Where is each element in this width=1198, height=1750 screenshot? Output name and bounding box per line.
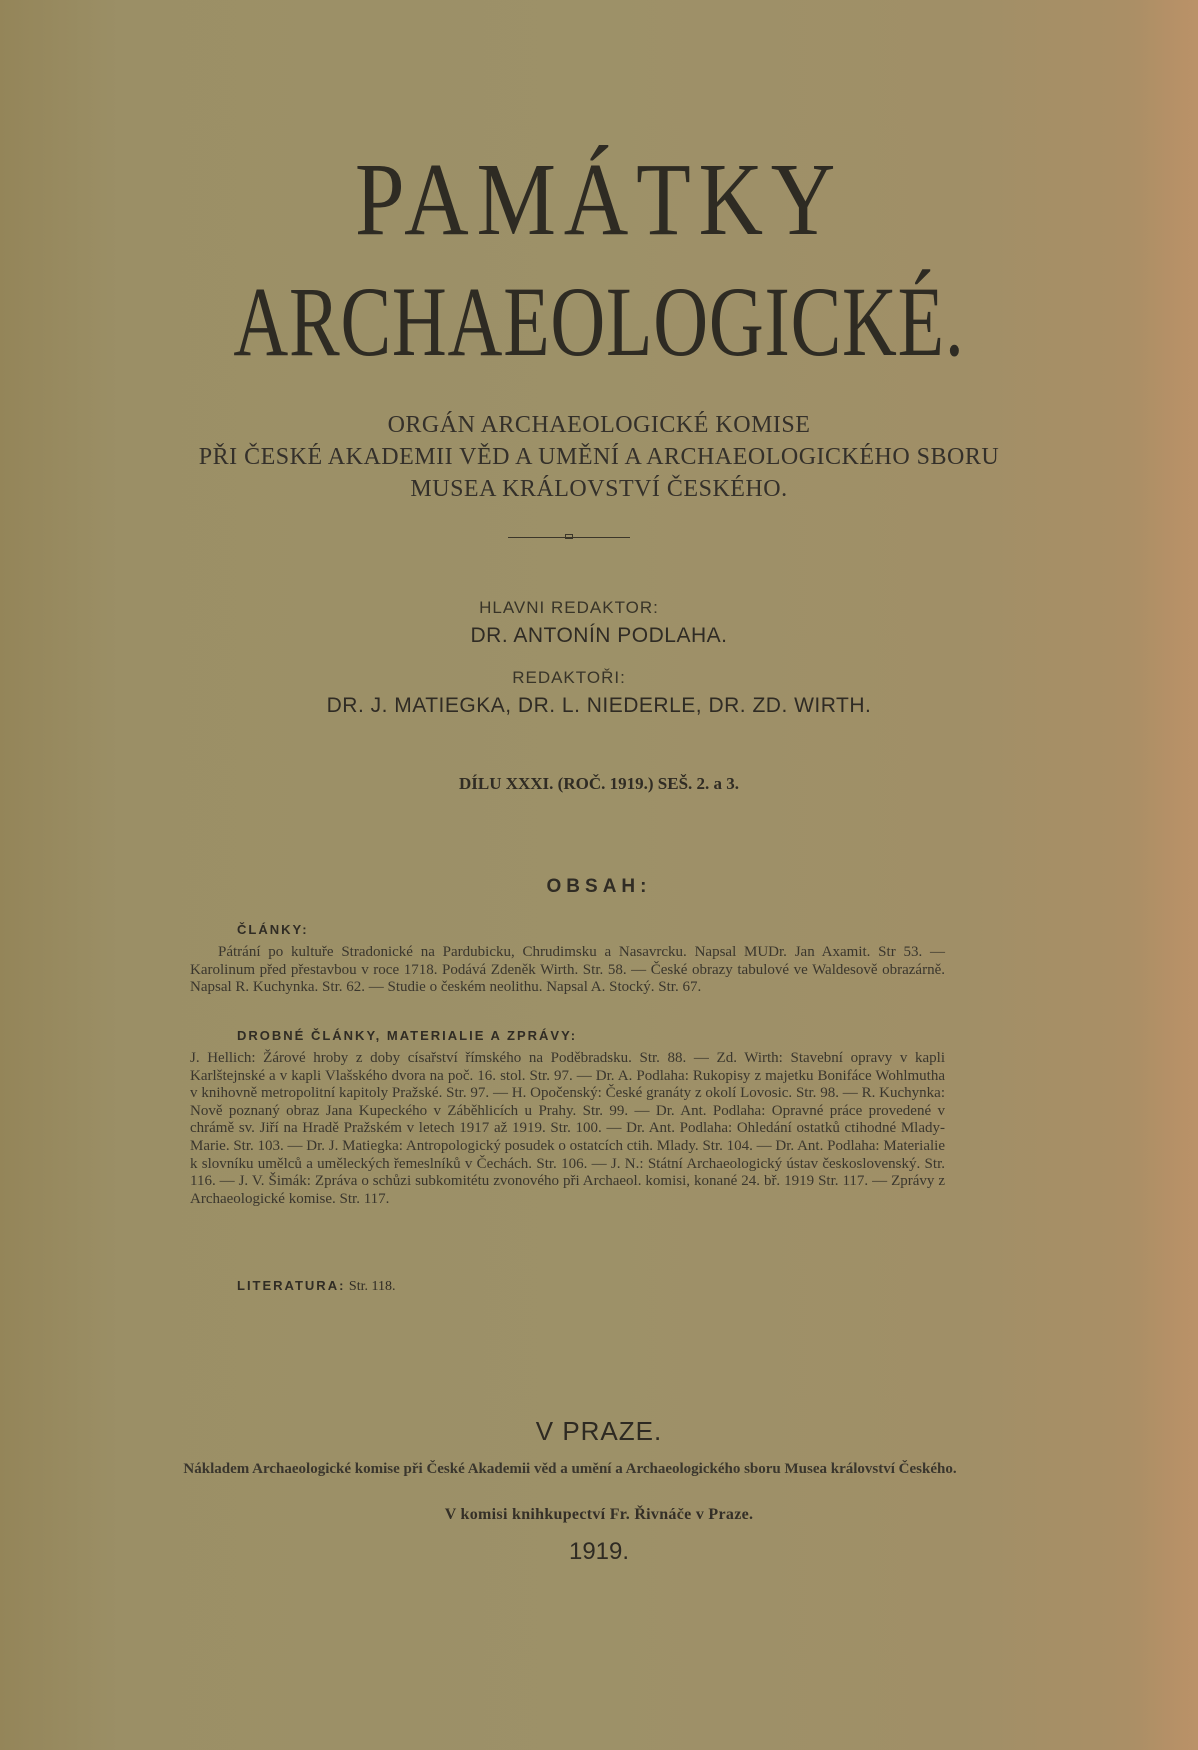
divider-ornament: [565, 534, 573, 539]
literature-text: Str. 118.: [348, 1279, 396, 1294]
paper-edge-discoloration: [1138, 0, 1198, 1750]
contents-heading: OBSAH:: [546, 876, 652, 897]
imprint-commission: V komisi knihkupectví Fr. Řivnáče v Praze.: [444, 1506, 754, 1523]
articles-label: ČLÁNKY:: [237, 922, 309, 937]
minor-articles-label: DROBNÉ ČLÁNKY, MATERIALIE A ZPRÁVY:: [237, 1028, 578, 1043]
journal-title-line1: PAMÁTKY: [354, 142, 844, 257]
editors-names: DR. J. MATIEGKA, DR. L. NIEDERLE, DR. ZD. WIRTH.: [326, 694, 872, 717]
imprint-city: V PRAZE.: [535, 1416, 663, 1446]
literature-entry: [237, 1278, 395, 1295]
chief-editor-name: DR. ANTONÍN PODLAHA.: [470, 624, 728, 647]
subtitle-line3: MUSEA KRÁLOVSTVÍ ČESKÉHO.: [410, 476, 788, 502]
minor-articles-text: J. Hellich: Žárové hroby z doby císařství římského na Poděbradsku. Str. 88. — Zd. Wirth: Stavební opravy v kapli Karlštejnské a v kapli Vlašského dvora na poč. 16. stol. Str. 97. — Dr. A. Podlaha: Rukopisy z majetku Bonifáce Wohlmutha v knihovně metropolitní kapitoly Pražské. Str. 97. — H. Opočenský: České granáty z okolí Lovosic. Str. 98. — R. Kuchynka: Nově poznaný obraz Jana Kupeckého v Záběhlicích u Prahy. Str. 99. — Dr. Ant. Podlaha: Opravné práce provedené v chrámě sv. Jiří na Hradě Pražském v letech 1917 až 1919. Str. 100. — Dr. Ant. Podlaha: Ohledání ostatků ctihodné Mlady-Marie. Str. 103. — Dr. J. Matiegka: Antropologický posudek o ostatcích ctih. Mlady. Str. 104. — Dr. Ant. Podlaha: Materialie k slovníku umělců a uměleckých řemeslníků v Čechách. Str. 106. — J. N.: Státní Archaeologický ústav československý. Str. 116. — J. V. Šimák: Zpráva o schůzi subkomitétu zvonového při Archaeol. komisi, konané 24. bř. 1919 Str. 117. — Zprávy z Archaeologické komise. Str. 117.: [190, 1050, 945, 1207]
imprint-year: 1919.: [568, 1538, 630, 1565]
editors-label: REDAKTOŘI:: [512, 668, 626, 687]
articles-list: [190, 944, 945, 997]
journal-title-line2: ARCHAEOLOGICKÉ.: [233, 266, 965, 377]
articles-text: Pátrání po kultuře Stradonické na Pardubicku, Chrudimsku a Nasavrcku. Napsal MUDr. Jan Axamit. Str 53. — Karolinum před přestavbou v roce 1718. Podává Zdeněk Wirth. Str. 58. — České obrazy tabulové ve Waldesově obrazárně. Napsal R. Kuchynka. Str. 62. — Studie o českém neolithu. Napsal A. Stocký. Str. 67.: [190, 944, 945, 996]
chief-editor-label: HLAVNI REDAKTOR:: [479, 598, 659, 617]
literature-label: LITERATURA:: [237, 1278, 346, 1293]
subtitle-line2: PŘI ČESKÉ AKADEMII VĚD A UMĚNÍ A ARCHAEOLOGICKÉHO SBORU: [198, 444, 1000, 470]
volume-info: DÍLU XXXI. (ROČ. 1919.) SEŠ. 2. a 3.: [458, 774, 740, 793]
subtitle-line1: ORGÁN ARCHAEOLOGICKÉ KOMISE: [387, 412, 811, 438]
imprint-publisher: Nákladem Archaeologické komise při České Akademii věd a umění a Archaeologického sboru Musea království Českého.: [183, 1461, 957, 1477]
minor-articles-list: [190, 1050, 945, 1208]
